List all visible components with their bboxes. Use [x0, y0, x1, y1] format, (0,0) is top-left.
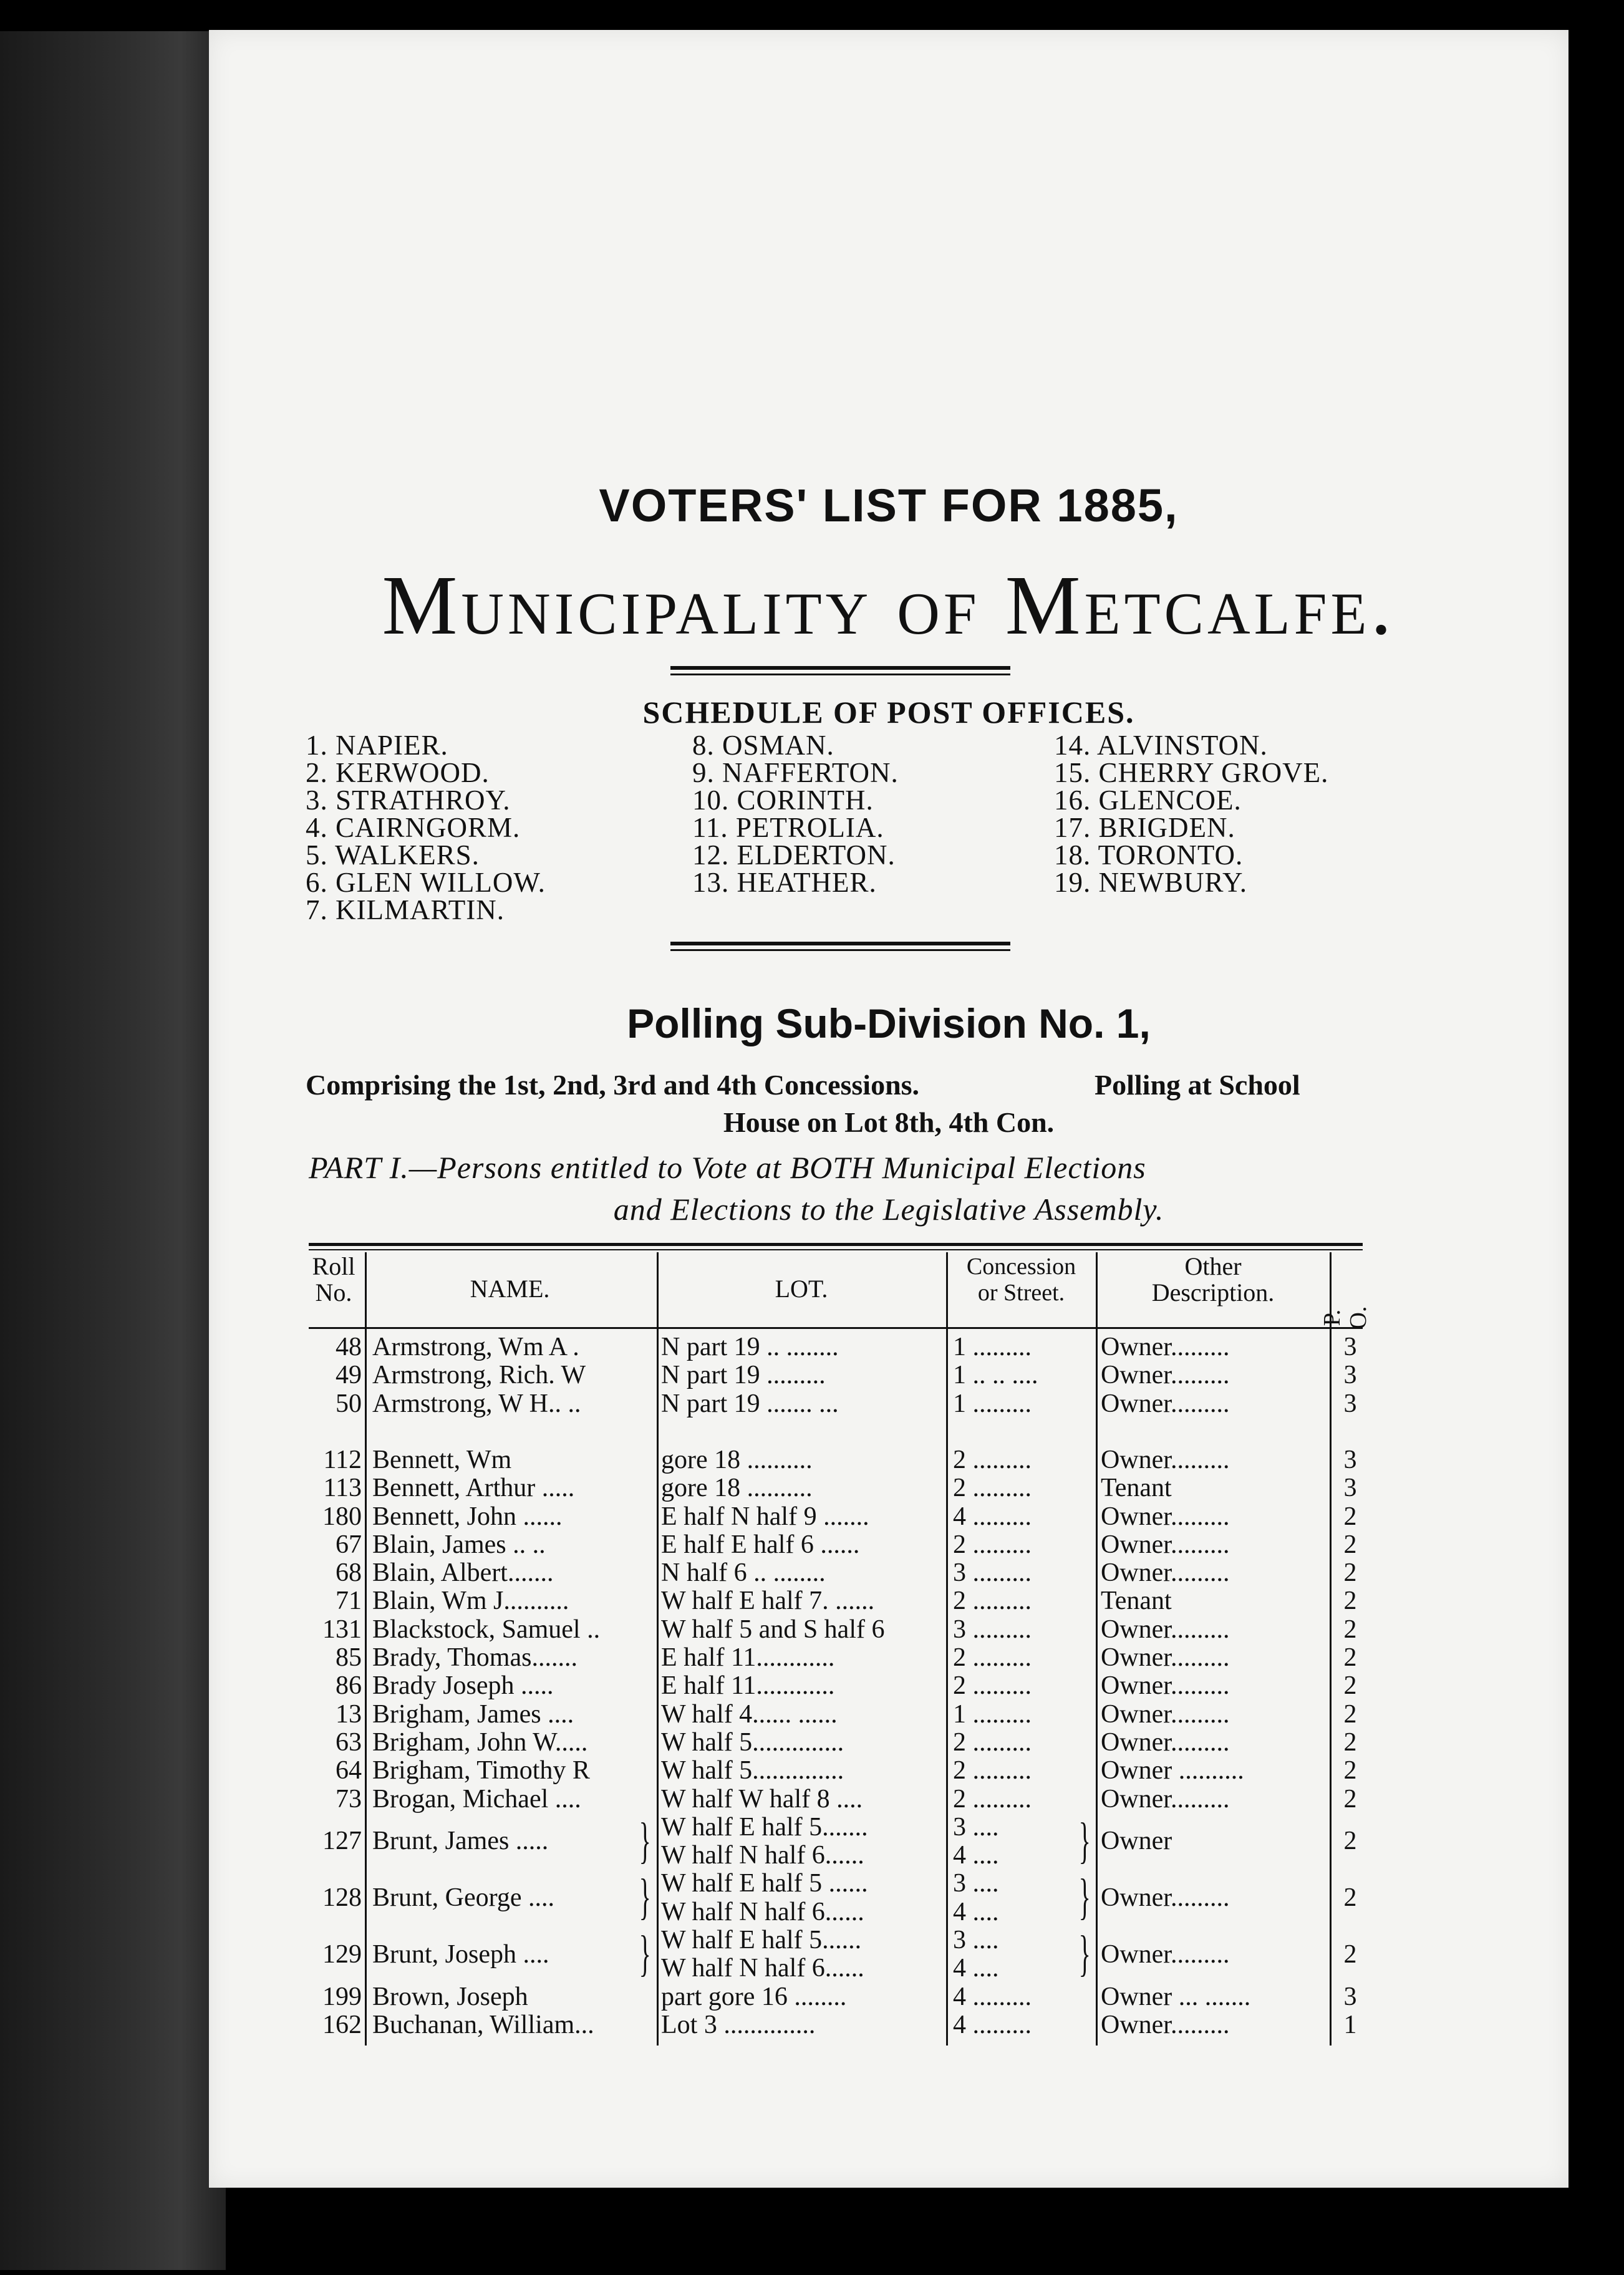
table-row: [209, 1587, 1568, 1615]
concession-cell: 4 ....: [953, 1898, 999, 1926]
table-row: [209, 1616, 1568, 1644]
concession-cell: 3 ....: [953, 1870, 999, 1898]
schedule-title: SCHEDULE OF POST OFFICES.: [642, 695, 1135, 730]
post-office-item: 16. GLENCOE.: [1054, 785, 1242, 816]
header-concession-line: Concession: [966, 1253, 1076, 1280]
list-title: VOTERS' LIST FOR 1885,: [599, 480, 1179, 531]
roll-number: 129: [322, 1940, 362, 1969]
lot-cell: W half N half 6......: [661, 1898, 864, 1926]
po-cell: 2: [1343, 1587, 1357, 1616]
post-office-item: 18. TORONTO.: [1054, 839, 1244, 871]
description-cell: Owner.........: [1101, 1615, 1230, 1644]
description-cell: Owner ... .......: [1101, 1983, 1251, 2011]
concession-cell: 2 .........: [953, 1644, 1032, 1672]
roll-number: 85: [336, 1644, 362, 1672]
description-cell: Owner.........: [1101, 1333, 1230, 1361]
voter-name: Brigham, James ....: [372, 1700, 574, 1729]
header-roll-line: Roll: [312, 1252, 355, 1280]
roll-number: 162: [322, 2011, 362, 2039]
header-concession-line: or Street.: [977, 1280, 1065, 1306]
voter-name: Brady, Thomas.......: [372, 1644, 578, 1672]
header-other: [1098, 1253, 1328, 1306]
concession-cell: 1 .........: [953, 1700, 1032, 1729]
table-row: [209, 1474, 1568, 1502]
voter-name: Brigham, John W.....: [372, 1728, 588, 1757]
po-cell: 2: [1343, 1884, 1357, 1913]
voter-name: Brogan, Michael ....: [372, 1785, 581, 1814]
lot-cell: N part 19 .. ........: [661, 1333, 839, 1361]
brace-mark: }: [1078, 1815, 1091, 1866]
header-other-line: Description.: [1151, 1278, 1275, 1307]
municipality-heading: Municipality of Metcalfe.: [382, 559, 1396, 652]
header-name: NAME.: [470, 1275, 550, 1303]
roll-number: 180: [322, 1502, 362, 1531]
table-row: [209, 1390, 1568, 1418]
comprising-line: [306, 1068, 1300, 1101]
roll-number: 199: [322, 1983, 362, 2011]
roll-number: 73: [336, 1785, 362, 1814]
post-office-item: 10. CORINTH.: [692, 785, 874, 816]
lot-cell: W half E half 5 ......: [661, 1870, 868, 1898]
lot-cell: W half E half 5.......: [661, 1813, 868, 1842]
po-cell: 3: [1343, 1446, 1357, 1474]
roll-number: 127: [322, 1827, 362, 1856]
table-row: [209, 1672, 1568, 1700]
concession-cell: 3 .........: [953, 1615, 1032, 1644]
lot-cell: gore 18 ..........: [661, 1446, 813, 1474]
table-row: [209, 1446, 1568, 1474]
voter-name: Brunt, George ....: [372, 1884, 555, 1913]
voter-name: Bennett, Arthur .....: [372, 1474, 575, 1503]
description-cell: Owner.........: [1101, 1700, 1230, 1729]
table-row: [209, 1559, 1568, 1587]
brace-mark: }: [639, 1815, 651, 1866]
voter-name: Brigham, Timothy R: [372, 1757, 590, 1785]
comprising-text: Comprising the 1st, 2nd, 3rd and 4th Concessions.: [306, 1069, 920, 1101]
po-cell: 2: [1343, 1700, 1357, 1729]
concession-cell: 2 .........: [953, 1785, 1032, 1814]
voter-name: Brunt, Joseph ....: [372, 1940, 549, 1969]
lot-cell: W half W half 8 ....: [661, 1785, 863, 1814]
po-cell: 2: [1343, 1827, 1357, 1856]
part-heading: PART I.—Persons entitled to Vote at BOTH Municipal Elections: [309, 1150, 1146, 1185]
polling-place-line: House on Lot 8th, 4th Con.: [723, 1106, 1055, 1138]
description-cell: Owner.........: [1101, 2011, 1230, 2039]
voter-name: Bennett, Wm: [372, 1446, 512, 1474]
header-lot: LOT.: [775, 1275, 828, 1303]
lot-cell: W half 4...... ......: [661, 1700, 838, 1729]
lot-cell: Lot 3 ..............: [661, 2011, 816, 2039]
roll-number: 13: [336, 1700, 362, 1729]
lot-cell: W half 5..............: [661, 1728, 844, 1757]
lot-cell: E half E half 6 ......: [661, 1530, 860, 1559]
table-row: [209, 1785, 1568, 1814]
voter-name: Armstrong, Rich. W: [372, 1361, 586, 1390]
post-office-column: [1054, 732, 1328, 896]
roll-number: 112: [323, 1446, 362, 1474]
po-cell: 3: [1343, 1333, 1357, 1361]
concession-cell: 2 .........: [953, 1587, 1032, 1616]
header-po-text: P. O.: [1319, 1306, 1371, 1330]
voter-name: Blain, Albert.......: [372, 1559, 554, 1588]
roll-number: 64: [336, 1757, 362, 1785]
roll-number: 71: [336, 1587, 362, 1616]
voter-name: Brady Joseph .....: [372, 1672, 554, 1701]
book-binding: [0, 31, 226, 2270]
voter-name: Blain, Wm J..........: [372, 1587, 569, 1616]
lot-cell: E half 11............: [661, 1672, 835, 1701]
post-office-item: 5. WALKERS.: [306, 839, 480, 871]
lot-cell: N half 6 .. ........: [661, 1559, 826, 1588]
concession-cell: 4 .........: [953, 1502, 1032, 1531]
table-row: [209, 1333, 1568, 1361]
concession-cell: 1 .........: [953, 1389, 1032, 1418]
concession-cell: 1 .. .. ....: [953, 1361, 1038, 1390]
po-cell: 2: [1343, 1530, 1357, 1559]
lot-cell: N part 19 .........: [661, 1361, 826, 1390]
roll-number: 131: [322, 1615, 362, 1644]
description-cell: Owner.........: [1101, 1389, 1230, 1418]
table-row: [209, 1814, 1568, 1870]
description-cell: Owner.........: [1101, 1446, 1230, 1474]
voter-name: Blackstock, Samuel ..: [372, 1615, 601, 1644]
header-po: [1319, 1262, 1371, 1344]
po-cell: 2: [1343, 1615, 1357, 1644]
lot-cell: E half 11............: [661, 1644, 835, 1672]
voter-name: Brunt, James .....: [372, 1827, 549, 1856]
double-rule: [670, 666, 1010, 675]
table-top-rule: [309, 1249, 1363, 1250]
post-office-item: 13. HEATHER.: [692, 867, 877, 898]
description-cell: Owner.........: [1101, 1559, 1230, 1588]
post-office-item: 19. NEWBURY.: [1054, 867, 1247, 898]
description-cell: Owner.........: [1101, 1644, 1230, 1672]
po-cell: 2: [1343, 1672, 1357, 1701]
po-cell: 2: [1343, 1785, 1357, 1814]
concession-cell: 4 ....: [953, 1954, 999, 1983]
table-row: [209, 1870, 1568, 1926]
header-other-line: Other: [1184, 1252, 1242, 1280]
post-office-column: [692, 732, 899, 896]
roll-number: 67: [336, 1530, 362, 1559]
header-roll: [302, 1253, 365, 1306]
roll-number: 50: [336, 1389, 362, 1418]
po-cell: 3: [1343, 1361, 1357, 1390]
post-office-item: 7. KILMARTIN.: [306, 894, 505, 925]
description-cell: Owner.........: [1101, 1672, 1230, 1701]
po-cell: 2: [1343, 1728, 1357, 1757]
post-office-column: [306, 732, 546, 924]
po-cell: 2: [1343, 1757, 1357, 1785]
post-office-item: 11. PETROLIA.: [692, 812, 884, 843]
lot-cell: part gore 16 ........: [661, 1983, 847, 2011]
lot-cell: gore 18 ..........: [661, 1474, 813, 1503]
po-cell: 2: [1343, 1940, 1357, 1969]
po-cell: 3: [1343, 1983, 1357, 2011]
double-rule: [670, 942, 1010, 951]
description-cell: Owner.........: [1101, 1940, 1230, 1969]
po-cell: 2: [1343, 1559, 1357, 1588]
lot-cell: W half E half 7. ......: [661, 1587, 875, 1616]
lot-cell: W half N half 6......: [661, 1842, 864, 1870]
table-row: [209, 1983, 1568, 2011]
description-cell: Owner ..........: [1101, 1757, 1244, 1785]
lot-cell: E half N half 9 .......: [661, 1502, 869, 1531]
po-cell: 2: [1343, 1644, 1357, 1672]
table-row: [209, 1757, 1568, 1785]
roll-number: 128: [322, 1884, 362, 1913]
description-cell: Owner.........: [1101, 1502, 1230, 1531]
brace-mark: }: [639, 1872, 651, 1923]
brace-mark: }: [1078, 1872, 1091, 1923]
post-office-item: 14. ALVINSTON.: [1054, 730, 1268, 761]
lot-cell: N part 19 ....... ...: [661, 1389, 839, 1418]
header-concession: [948, 1253, 1095, 1306]
po-cell: 3: [1343, 1389, 1357, 1418]
concession-cell: 2 .........: [953, 1757, 1032, 1785]
post-office-item: 2. KERWOOD.: [306, 757, 490, 788]
voter-name: Buchanan, William...: [372, 2011, 594, 2039]
voter-name: Blain, James .. ..: [372, 1530, 546, 1559]
brace-mark: }: [639, 1929, 651, 1979]
description-cell: Owner.........: [1101, 1361, 1230, 1390]
roll-number: 68: [336, 1559, 362, 1588]
description-cell: Owner.........: [1101, 1530, 1230, 1559]
post-office-item: 4. CAIRNGORM.: [306, 812, 521, 843]
lot-cell: W half 5 and S half 6: [661, 1615, 885, 1644]
concession-cell: 3 .........: [953, 1559, 1032, 1588]
lot-cell: W half N half 6......: [661, 1954, 864, 1983]
description-cell: Owner: [1101, 1827, 1172, 1856]
voter-name: Brown, Joseph: [372, 1983, 528, 2011]
concession-cell: 2 .........: [953, 1446, 1032, 1474]
description-cell: Owner.........: [1101, 1884, 1230, 1913]
concession-cell: 3 ....: [953, 1813, 999, 1842]
po-cell: 3: [1343, 1474, 1357, 1503]
post-office-item: 6. GLEN WILLOW.: [306, 867, 546, 898]
concession-cell: 2 .........: [953, 1728, 1032, 1757]
post-office-item: 12. ELDERTON.: [692, 839, 896, 871]
post-office-item: 3. STRATHROY.: [306, 785, 511, 816]
concession-cell: 4 .........: [953, 1983, 1032, 2011]
table-row: [209, 1531, 1568, 1559]
polling-place-text: Polling at School: [1095, 1069, 1300, 1101]
concession-cell: 3 ....: [953, 1926, 999, 1954]
post-office-item: 1. NAPIER.: [306, 730, 448, 761]
concession-cell: 4 .........: [953, 2011, 1032, 2039]
voter-name: Bennett, John ......: [372, 1502, 563, 1531]
table-top-rule: [309, 1243, 1363, 1246]
concession-cell: 1 .........: [953, 1333, 1032, 1361]
concession-cell: 4 ....: [953, 1842, 999, 1870]
document-page: [209, 30, 1568, 2188]
roll-number: 113: [323, 1474, 362, 1503]
po-cell: 2: [1343, 1502, 1357, 1531]
table-row: [209, 1503, 1568, 1531]
roll-number: 86: [336, 1672, 362, 1701]
table-row: [209, 1926, 1568, 1983]
roll-number: 63: [336, 1728, 362, 1757]
polling-title: Polling Sub-Division No. 1,: [627, 1000, 1151, 1046]
concession-cell: 2 .........: [953, 1474, 1032, 1503]
post-office-item: 17. BRIGDEN.: [1054, 812, 1235, 843]
description-cell: Tenant: [1101, 1587, 1172, 1616]
roll-number: 49: [336, 1361, 362, 1390]
table-row: [209, 1361, 1568, 1389]
post-office-item: 8. OSMAN.: [692, 730, 834, 761]
lot-cell: W half 5..............: [661, 1757, 844, 1785]
table-row: [209, 2011, 1568, 2039]
roll-number: 48: [336, 1333, 362, 1361]
po-cell: 1: [1343, 2011, 1357, 2039]
lot-cell: W half E half 5......: [661, 1926, 862, 1954]
description-cell: Owner.........: [1101, 1728, 1230, 1757]
concession-cell: 2 .........: [953, 1530, 1032, 1559]
table-row: [209, 1729, 1568, 1757]
concession-cell: 2 .........: [953, 1672, 1032, 1701]
voter-name: Armstrong, W H.. ..: [372, 1389, 581, 1418]
post-office-item: 9. NAFFERTON.: [692, 757, 899, 788]
table-header-rule: [309, 1327, 1363, 1329]
brace-mark: }: [1078, 1929, 1091, 1979]
voter-name: Armstrong, Wm A .: [372, 1333, 579, 1361]
table-row: [209, 1644, 1568, 1672]
post-office-item: 15. CHERRY GROVE.: [1054, 757, 1329, 788]
table-row: [209, 1701, 1568, 1729]
header-roll-line: No.: [315, 1278, 352, 1307]
description-cell: Tenant: [1101, 1474, 1172, 1503]
part-heading-cont: and Elections to the Legislative Assembly.: [613, 1192, 1164, 1227]
description-cell: Owner.........: [1101, 1785, 1230, 1814]
